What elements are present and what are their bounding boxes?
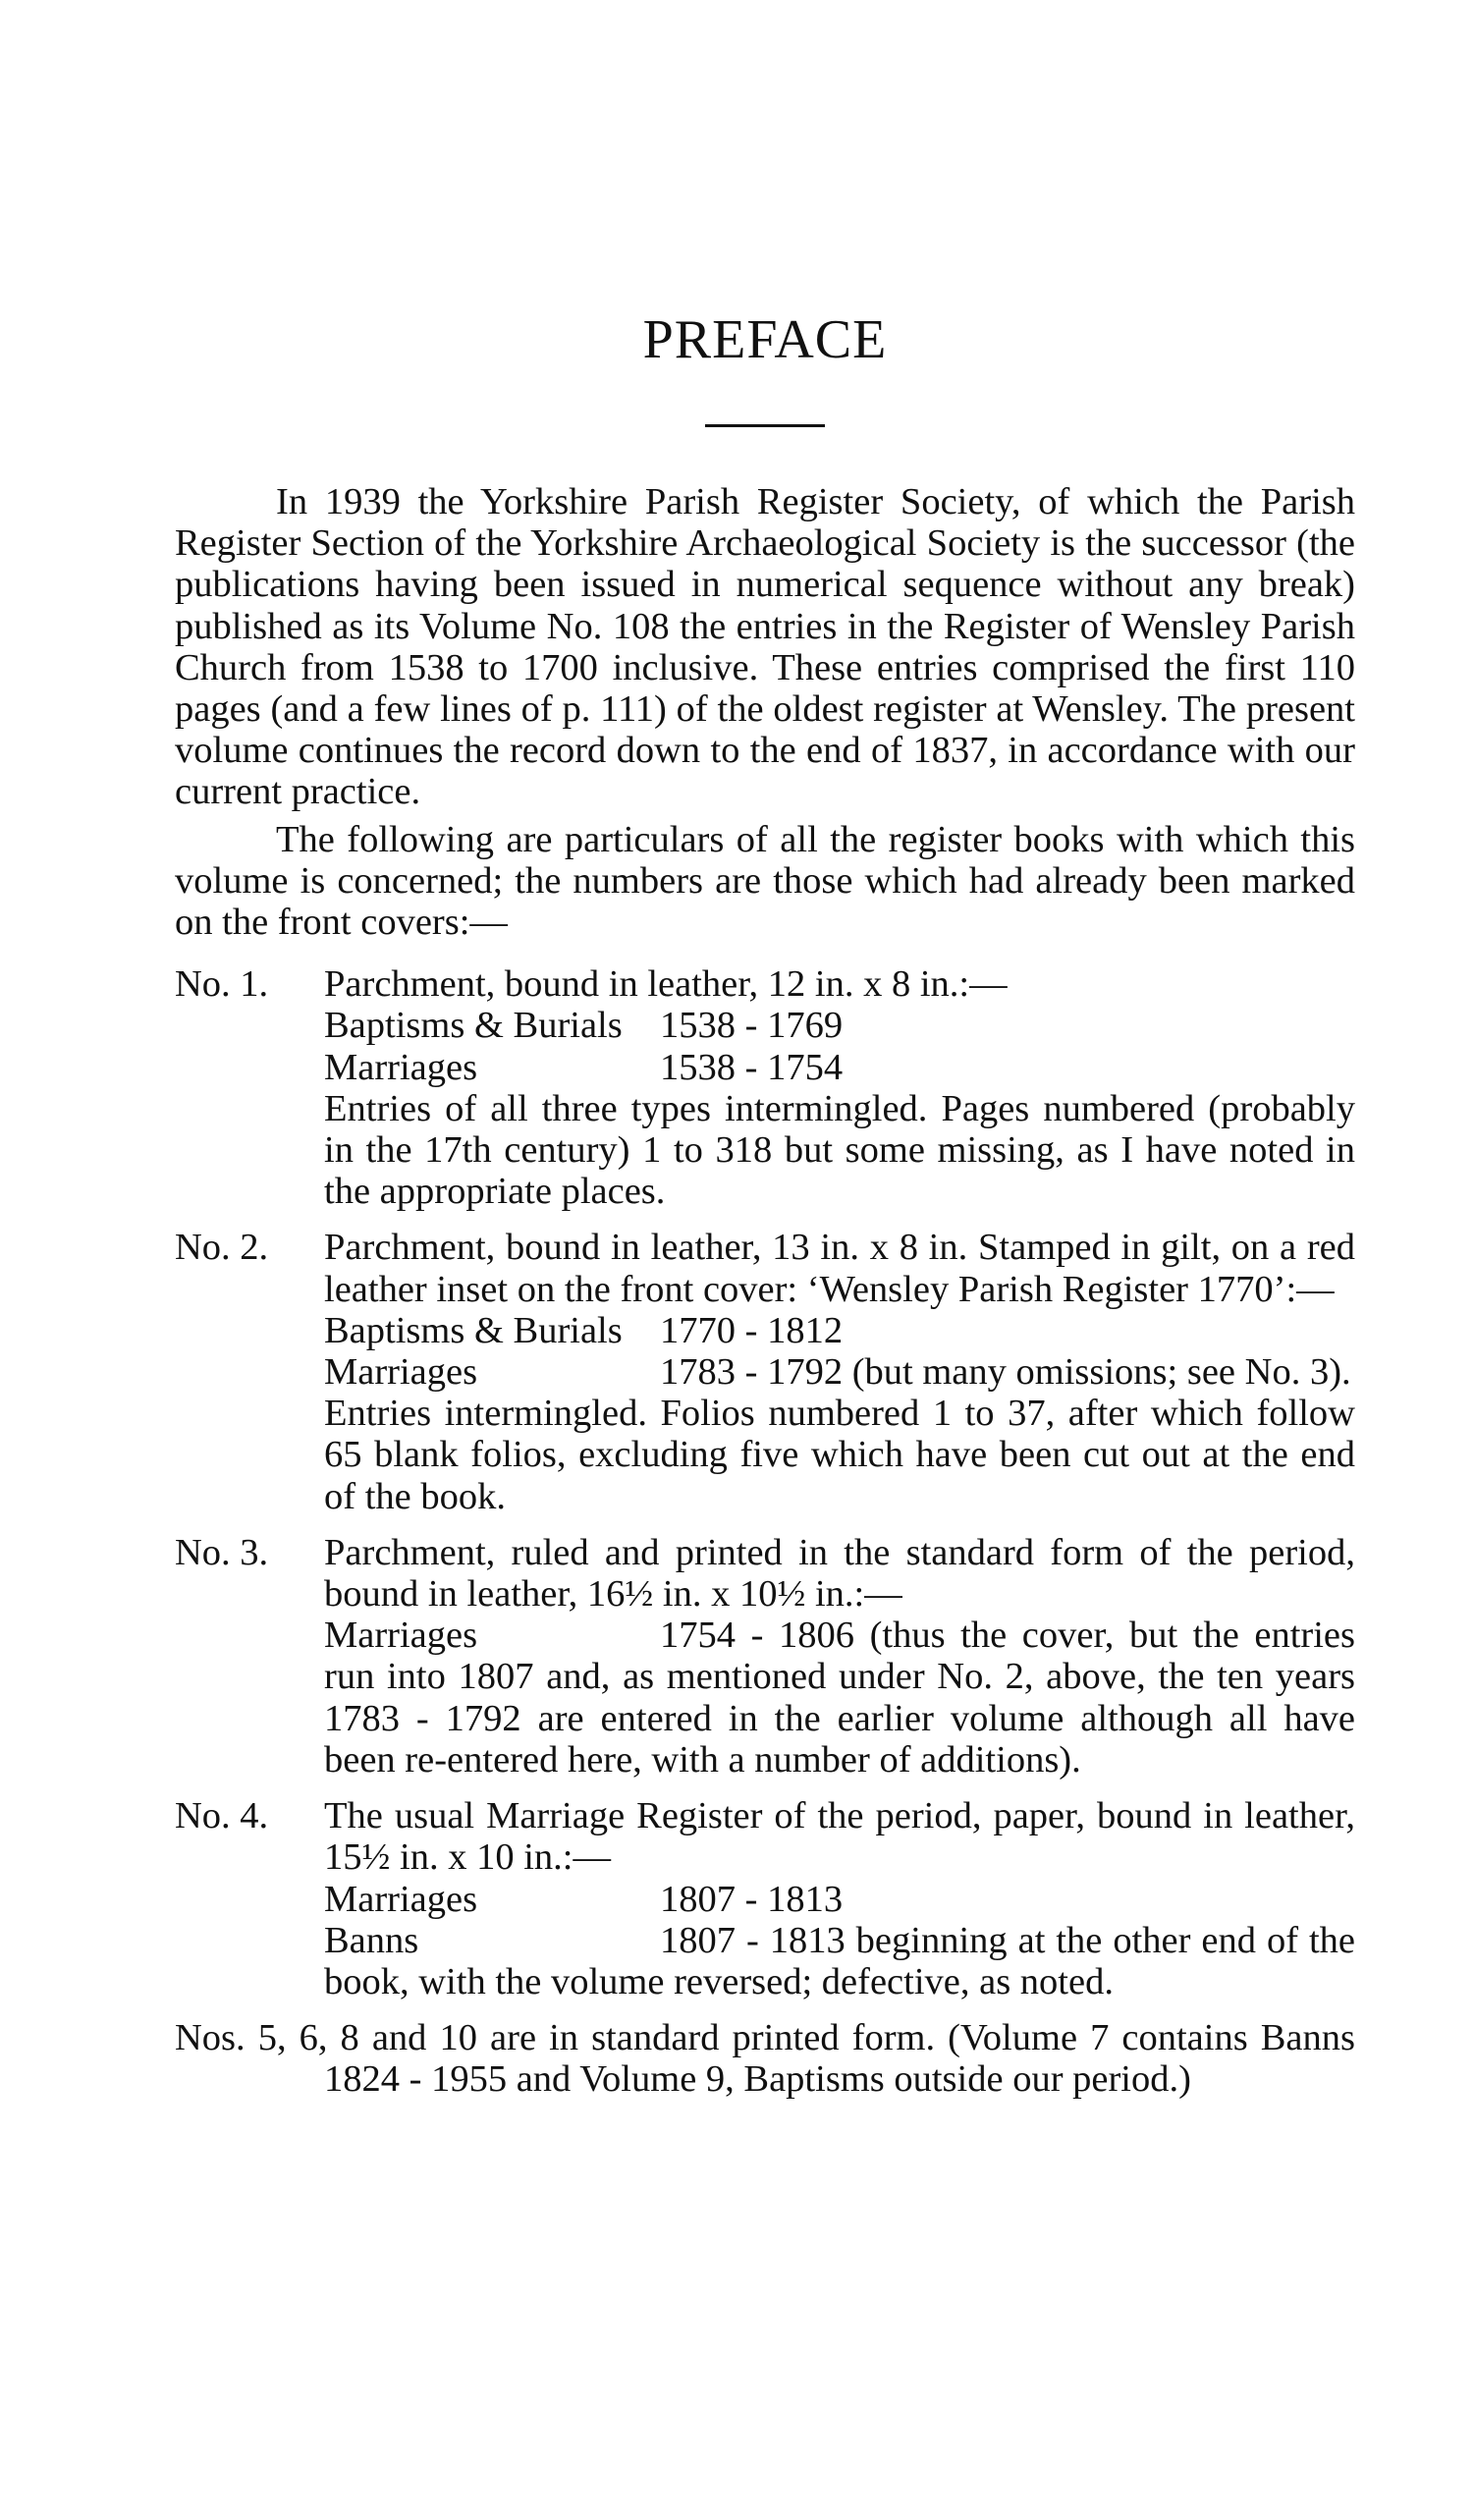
entry-note: Entries intermingled. Folios numbered 1 to 37, after which follow 65 blank folios, excluding five which have been cut out at the end of the book.: [324, 1393, 1355, 1517]
entry-number: No. 2.: [175, 1227, 269, 1269]
record-row: [324, 1920, 1355, 2002]
record-row: [324, 1351, 1355, 1393]
record-value: 1783 - 1792 (but many omissions; see No. 3).: [660, 1351, 1351, 1394]
record-row: [324, 1047, 1355, 1088]
record-label: Marriages: [324, 1878, 478, 1920]
record-label: Marriages: [324, 1351, 478, 1394]
entry-heading: Parchment, bound in leather, 13 in. x 8 in. Stamped in gilt, on a red leather inset on the front cover: ‘Wensley Parish Register 1770’:—: [324, 1227, 1355, 1310]
closing-number: Nos. 5, 6, 8 and 10: [175, 2017, 477, 2059]
intro-paragraph: In 1939 the Yorkshire Parish Register Society, of which the Parish Register Section of the Yorkshire Archaeological Society is the successor (the publications having been issued in numerical sequence without any break) published as its Volume No. 108 the entries in the Register of Wensley Parish Church from 1538 to 1700 inclusive. These entries comprised the first 110 pages (and a few lines of p. 111) of the oldest register at Wensley. The present volume continues the record down to the end of 1837, in accordance with our current practice.: [175, 481, 1355, 813]
record-row: [324, 1005, 1355, 1046]
record-label: Baptisms & Burials: [324, 1309, 623, 1351]
record-value: 1807 - 1813 beginning at the other end of the book, with the volume reversed; defective, as noted.: [324, 1919, 1355, 2002]
register-entry-2: [175, 1227, 1355, 1516]
register-entry-1: [175, 963, 1355, 1212]
record-label: Marriages: [324, 1046, 478, 1088]
record-value: 1754 - 1806 (thus the cover, but the entries run into 1807 and, as mentioned under No. 2, above, the ten years 1783 - 1792 are entered in the earlier volume although all have been re-entered here, with a number of additions).: [324, 1615, 1355, 1780]
page-title: PREFACE: [642, 309, 888, 370]
register-entry-other: [175, 2017, 1355, 2100]
record-label: Marriages: [324, 1615, 478, 1657]
record-value: 1807 - 1813: [660, 1878, 844, 1920]
record-value: 1538 - 1769: [660, 1005, 844, 1047]
record-row: [324, 1615, 1355, 1780]
entry-heading: Parchment, ruled and printed in the standard form of the period, bound in leather, 16½ in. x 10½ in.:—: [324, 1531, 1355, 1616]
record-value: 1538 - 1754: [660, 1046, 844, 1088]
document-body: [175, 481, 1355, 2101]
record-row: [324, 1310, 1355, 1351]
entry-number: No. 1.: [175, 963, 269, 1006]
entry-note: Entries of all three types intermingled. Pages numbered (probably in the 17th century) 1 to 318 but some missing, as I have noted in the appropriate places.: [324, 1087, 1355, 1213]
record-label: Banns: [324, 1919, 419, 1961]
entry-number: No. 3.: [175, 1531, 269, 1573]
record-label: Baptisms & Burials: [324, 1005, 623, 1047]
closing-text: [175, 2017, 1355, 2101]
entry-number: No. 4.: [175, 1795, 269, 1837]
register-entry-3: [175, 1532, 1355, 1780]
closing-description: are in standard printed form. (Volume 7 contains Banns 1824 - 1955 and Volume 9, Baptisms outside our period.): [324, 2017, 1355, 2101]
title-rule: [705, 424, 825, 427]
record-row: [324, 1879, 1355, 1920]
record-value: 1770 - 1812: [660, 1309, 844, 1351]
particulars-paragraph: The following are particulars of all the register books with which this volume is concerned; the numbers are those which had already been marked on the front covers:—: [175, 818, 1355, 944]
register-entry-4: [175, 1795, 1355, 2002]
entry-heading: Parchment, bound in leather, 12 in. x 8 in.:—: [324, 963, 1008, 1006]
entry-heading: The usual Marriage Register of the period, paper, bound in leather, 15½ in. x 10 in.:—: [324, 1795, 1355, 1879]
